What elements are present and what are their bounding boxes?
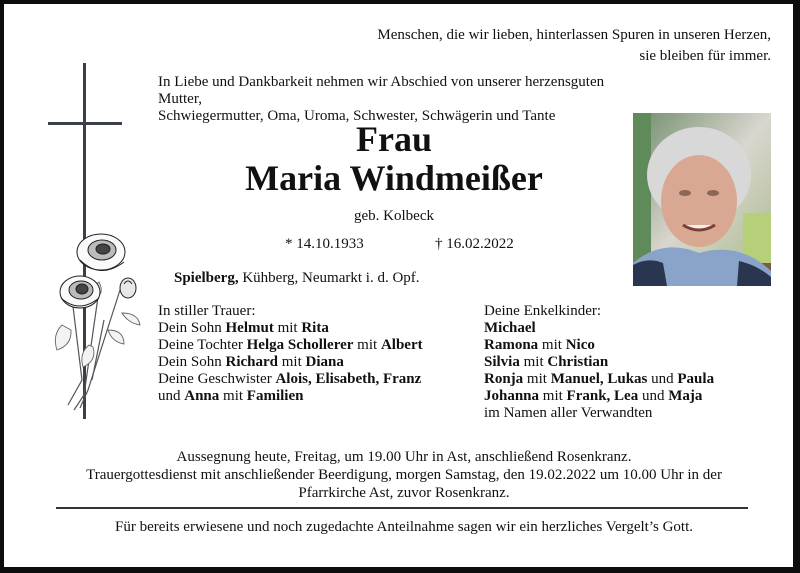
name-segment: Ramona (484, 337, 539, 353)
death-date: † 16.02.2022 (435, 236, 514, 252)
name-segment: Nico (565, 337, 595, 353)
grandchild-line (484, 337, 714, 354)
name-segment: Albert (380, 337, 423, 353)
intro-text (158, 74, 628, 125)
name-segment: Johanna (484, 388, 540, 404)
name-segment: Maja (668, 388, 703, 404)
service-info (44, 448, 764, 502)
thanks-text: Für bereits erwiesene und noch zugedachte Anteilnahme sagen wir ein herzliches Vergelt’s Gott. (114, 519, 693, 535)
name-segment: Silvia (484, 354, 520, 370)
text-segment: mit (219, 388, 247, 404)
name-segment: Paula (677, 371, 715, 387)
birth-name: geb. Kolbeck (354, 208, 434, 224)
mourners-right-column (484, 303, 714, 422)
service-line-3: Pfarrkirche Ast, zuvor Rosenkranz. (298, 485, 510, 501)
text-segment: Deine Geschwister (158, 371, 276, 387)
name-segment: Rita (301, 320, 329, 336)
text-segment: mit (353, 337, 381, 353)
text-segment: mit (519, 354, 548, 370)
portrait-image (633, 113, 771, 286)
name-segment: Richard (225, 354, 278, 370)
intro-line-1: In Liebe und Dankbarkeit nehmen wir Abschied von unserer herzensguten Mutter, (158, 74, 605, 107)
name-segment: Helga Schollerer (246, 337, 354, 353)
text-segment: Dein Sohn (158, 354, 226, 370)
text-segment: und (638, 388, 669, 404)
birth-date: * 14.10.1933 (285, 236, 364, 252)
name-segment: Diana (305, 354, 344, 370)
text-segment: mit (273, 320, 302, 336)
text-segment: im Namen aller Verwandten (484, 405, 653, 421)
grandchild-line (484, 354, 714, 371)
obituary-notice (4, 4, 793, 567)
name-segment: Familien (246, 388, 304, 404)
text-segment: mit (538, 337, 566, 353)
text-segment: Deine Tochter (158, 337, 247, 353)
grandchild-line (484, 320, 714, 337)
text-segment: mit (523, 371, 551, 387)
relatives-line (484, 405, 714, 422)
name-segment: Manuel, Lukas (550, 371, 648, 387)
motto-quote (251, 25, 771, 67)
residence-town: Spielberg, (174, 270, 239, 286)
grandchild-line (484, 388, 714, 405)
deceased-name: Maria Windmeißer (245, 158, 543, 198)
residence-rest: Kühberg, Neumarkt i. d. Opf. (238, 270, 420, 286)
motto-line-2: sie bleiben für immer. (639, 48, 771, 64)
mourner-line (158, 354, 423, 371)
cross-with-roses-icon (44, 60, 144, 425)
mourner-line (158, 337, 423, 354)
grandchild-line (484, 371, 714, 388)
text-segment: Dein Sohn (158, 320, 226, 336)
salutation: Frau (356, 119, 432, 159)
text-segment: und (158, 388, 185, 404)
residence (174, 268, 420, 288)
name-segment: Alois, Elisabeth, Franz (275, 371, 422, 387)
name-segment: Anna (184, 388, 220, 404)
portrait-photo (633, 113, 771, 286)
intro-line-2: Schwiegermutter, Oma, Uroma, Schwester, Schwägerin und Tante (158, 108, 556, 124)
name-segment: Michael (484, 320, 536, 336)
mourner-line (158, 320, 423, 337)
name-segment: Frank, Lea (566, 388, 639, 404)
text-segment: und (647, 371, 678, 387)
motto-line-1: Menschen, die wir lieben, hinterlassen Spuren in unseren Herzen, (377, 27, 771, 43)
text-segment: mit (278, 354, 306, 370)
name-segment: Ronja (484, 371, 524, 387)
text-segment: mit (539, 388, 567, 404)
mourner-line (158, 371, 423, 388)
service-line-2: Trauergottesdienst mit anschließender Beerdigung, morgen Samstag, den 19.02.2022 um 10.00 Uhr in der (86, 467, 722, 483)
divider (56, 507, 748, 509)
mourners-left-column (158, 303, 423, 405)
service-line-1: Aussegnung heute, Freitag, um 19.00 Uhr in Ast, anschließend Rosenkranz. (176, 449, 632, 465)
mourners-right-heading: Deine Enkelkinder: (484, 303, 602, 319)
name-segment: Christian (547, 354, 609, 370)
mourner-line (158, 388, 423, 405)
mourners-left-heading: In stiller Trauer: (158, 303, 256, 319)
name-segment: Helmut (225, 320, 274, 336)
